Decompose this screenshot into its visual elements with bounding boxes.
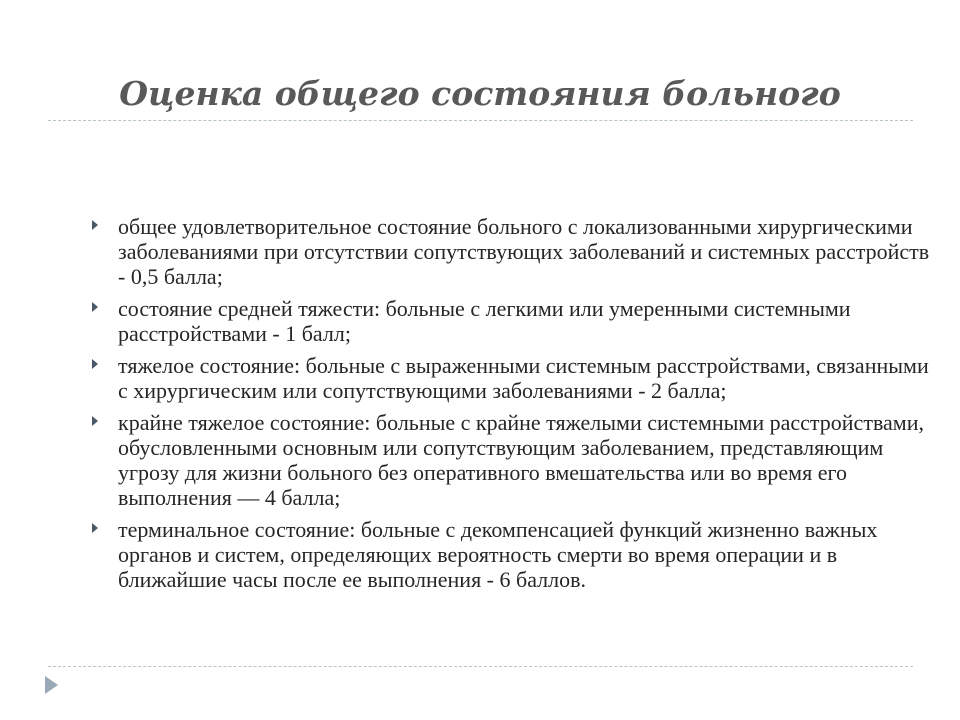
triangle-right-icon (92, 220, 98, 230)
list-item (92, 296, 932, 346)
list-item-text: состояние средней тяжести: больные с легкими или умеренными системными расстройствами - 1 балл; (118, 296, 851, 346)
next-slide-arrow-icon[interactable] (45, 676, 58, 694)
triangle-right-icon (92, 302, 98, 312)
list-item-text: терминальное состояние: больные с декомпенсацией функций жизненно важных органов и систем, определяющих вероятность смерти во время операции и в ближайшие часы после ее выполнения - 6 баллов. (118, 517, 878, 592)
footer-divider (48, 666, 913, 667)
slide-title: Оценка общего состояния больного (119, 74, 841, 113)
triangle-right-icon (92, 359, 98, 369)
list-item-text: общее удовлетворительное состояние больного с локализованными хирургическими заболеваниями при отсутствии сопутствующих заболеваний и системных расстройств - 0,5 балла; (118, 214, 930, 289)
triangle-right-icon (92, 416, 98, 426)
list-item (92, 214, 932, 289)
list-item-text: крайне тяжелое состояние: больные с крайне тяжелыми системными расстройствами, обусловленными основным или сопутствующим заболеванием, представляющим угрозу для жизни больного без оперативного вмешательства или во время его выполнения — 4 балла; (118, 410, 924, 510)
list-item-text: тяжелое состояние: больные с выраженными системным расстройствами, связанными с хирургическим или сопутствующими заболеваниями - 2 балла; (118, 353, 929, 403)
bullet-list (92, 214, 932, 599)
list-item (92, 517, 932, 592)
list-item (92, 410, 932, 510)
title-divider (48, 120, 913, 121)
triangle-right-icon (92, 523, 98, 533)
list-item (92, 353, 932, 403)
